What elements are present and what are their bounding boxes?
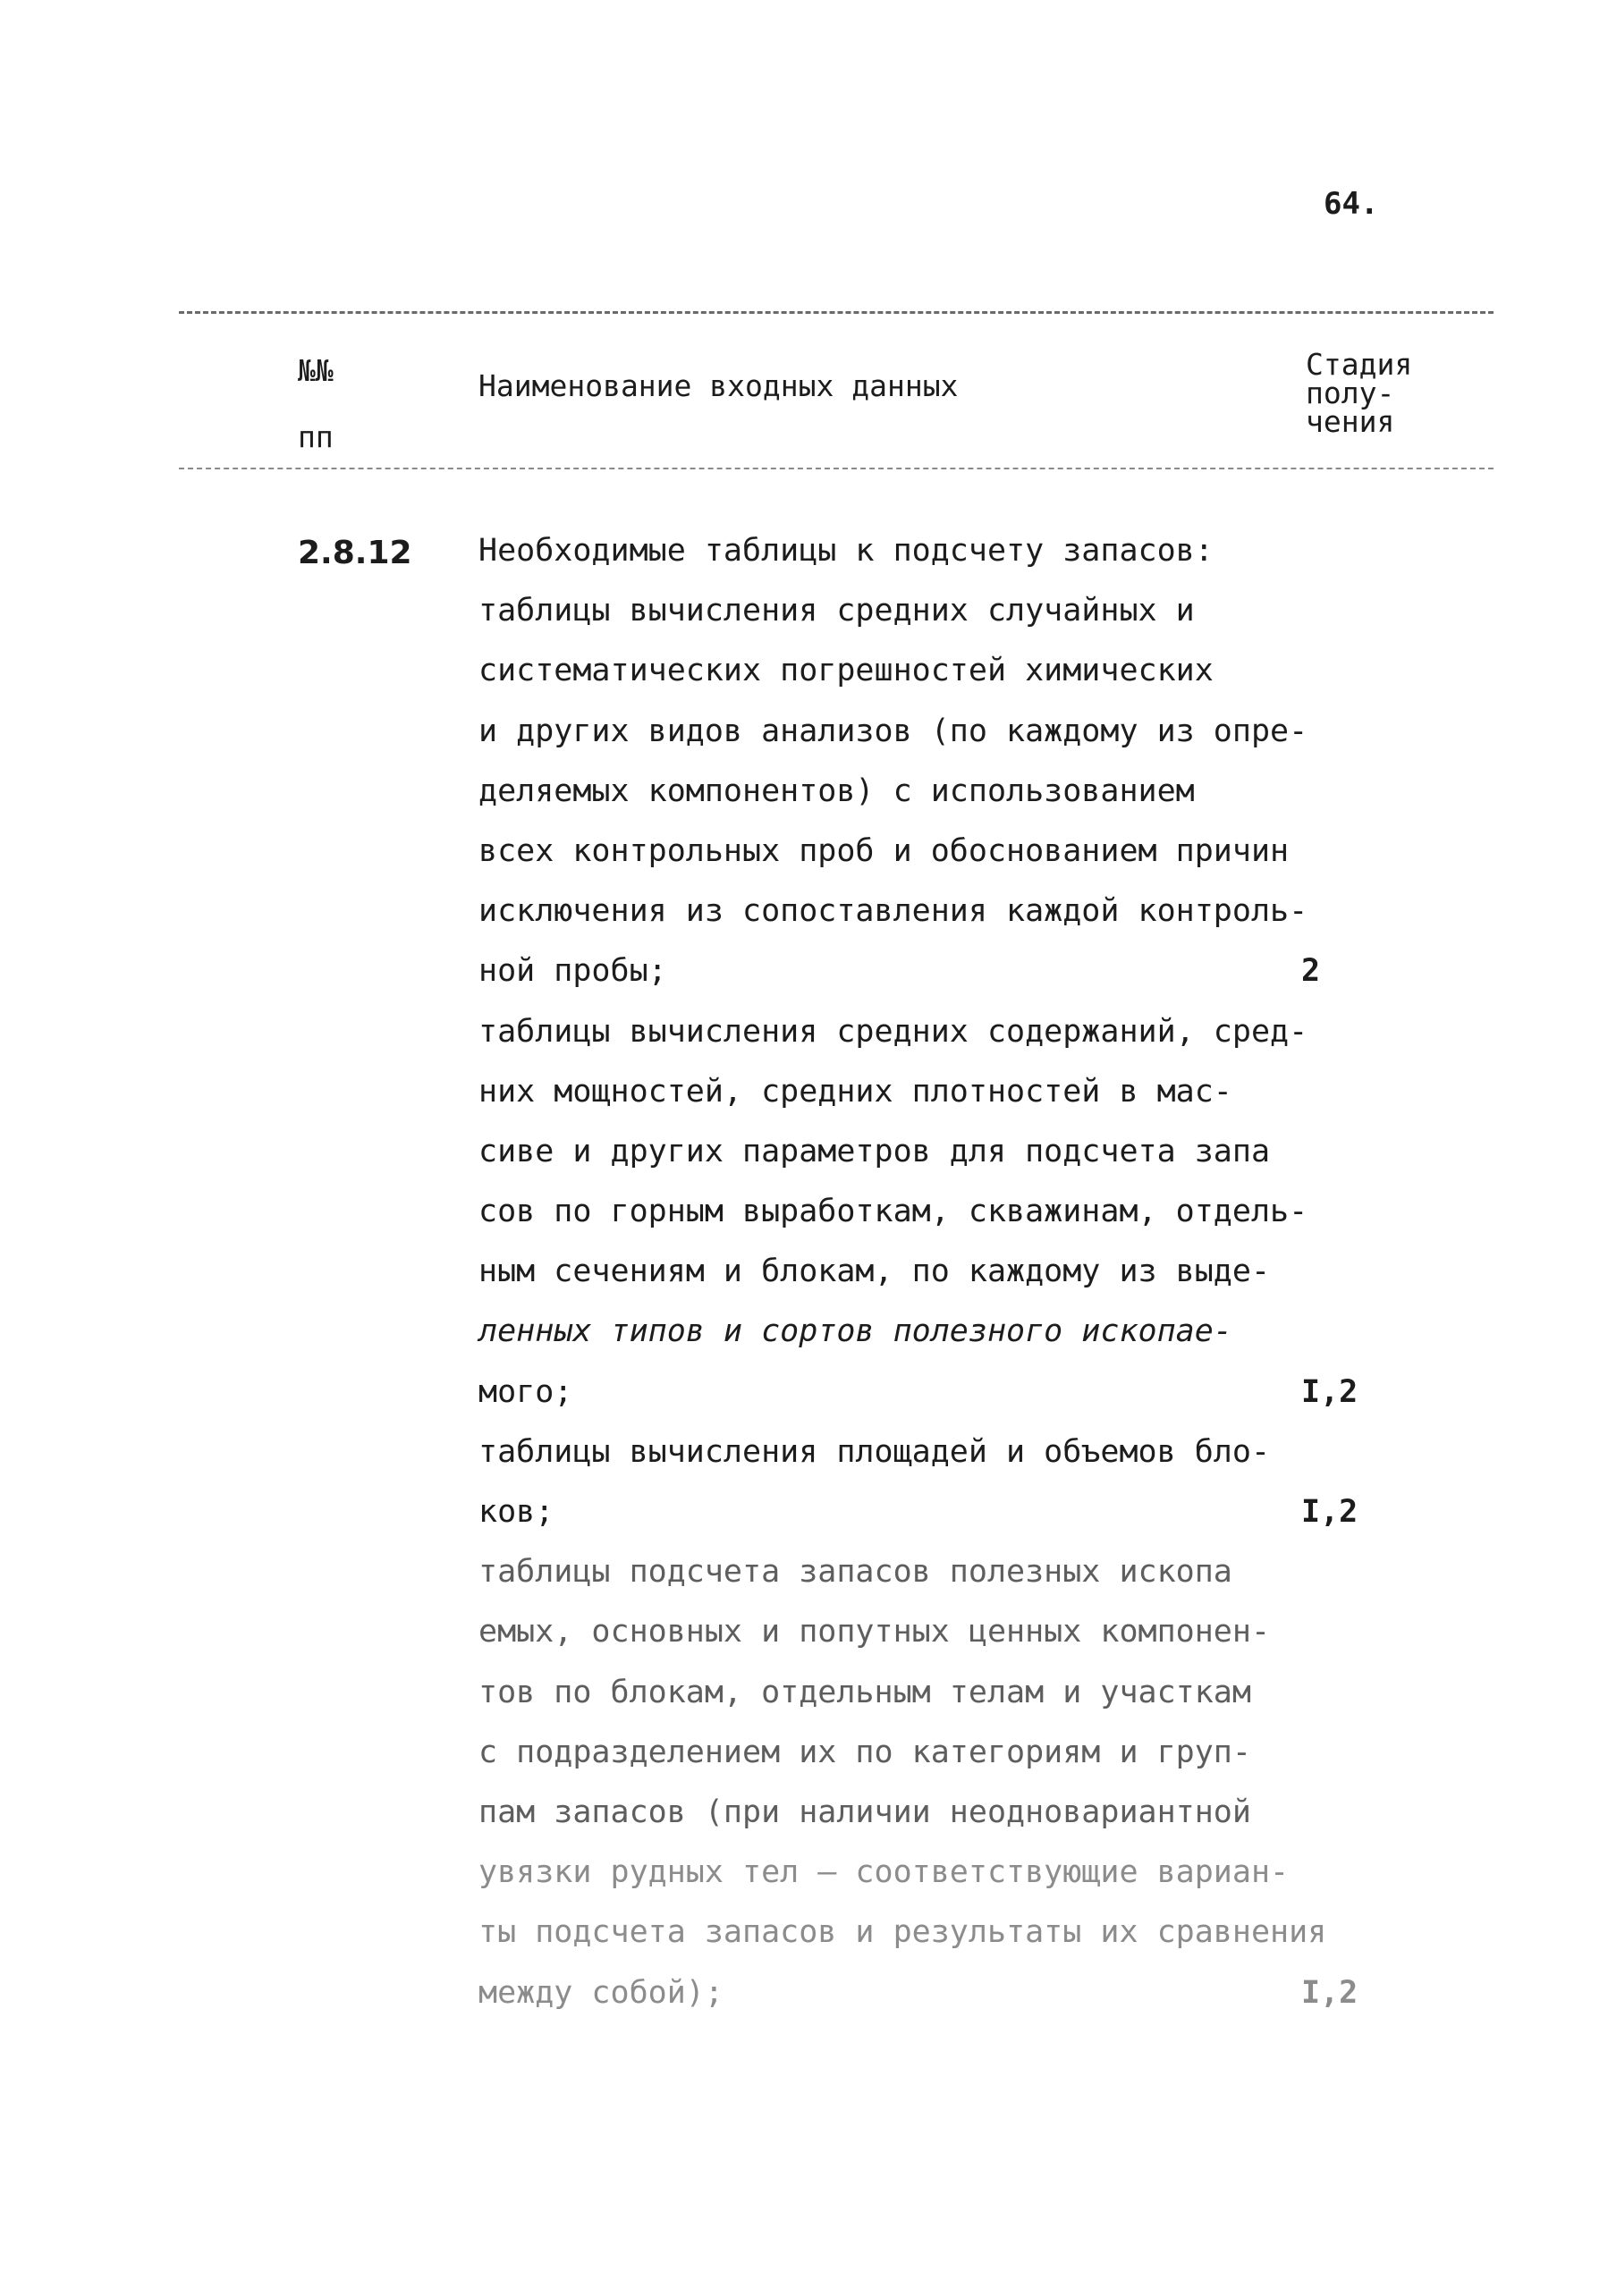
item-number: 2.8.12	[298, 535, 412, 571]
description-line	[478, 1431, 1373, 1490]
line-text: деляемых компонентов) с использованием	[478, 772, 1195, 809]
line-text: них мощностей, средних плотностей в мас-	[478, 1073, 1232, 1110]
line-stage: 2	[1301, 953, 1321, 990]
description-line	[478, 1731, 1373, 1791]
description-line	[478, 710, 1373, 770]
description-line	[478, 529, 1373, 589]
description-line	[478, 770, 1373, 830]
header-bottom-rule	[179, 468, 1494, 469]
line-text: таблицы вычисления средних содержаний, сред-	[478, 1013, 1308, 1050]
header-number-line-1: №№	[298, 353, 334, 388]
line-text: тов по блокам, отдельным телам и участкам	[478, 1674, 1251, 1710]
description-line	[478, 1610, 1373, 1670]
line-text: исключения из сопоставления каждой контроль-	[478, 893, 1308, 930]
line-text: Необходимые таблицы к подсчету запасов:	[478, 533, 1214, 569]
line-text: между собой);	[478, 1974, 724, 2011]
line-text: ленных типов и сортов полезного ископае-	[478, 1313, 1232, 1350]
description-line	[478, 1310, 1373, 1370]
line-stage: I,2	[1301, 1974, 1358, 2011]
line-text: мого;	[478, 1373, 573, 1410]
header-number-line-2: пп	[298, 419, 334, 454]
description-line	[478, 950, 1373, 1009]
header-top-rule	[179, 311, 1494, 314]
description-line	[478, 649, 1373, 709]
description-line	[478, 1791, 1373, 1851]
description-line	[478, 1911, 1373, 1971]
line-text: ной пробы;	[478, 953, 667, 990]
description-line	[478, 1550, 1373, 1610]
line-text: пам запасов (при наличии неодновариантной	[478, 1794, 1251, 1830]
description-line	[478, 1070, 1373, 1130]
page-number: 64.	[1324, 186, 1379, 222]
header-number-column	[298, 338, 334, 470]
description-line	[478, 589, 1373, 649]
description-line	[478, 1971, 1373, 2031]
description-line	[478, 1130, 1373, 1190]
description-line	[478, 1010, 1373, 1070]
description-line	[478, 1851, 1373, 1911]
header-stage-line-2: полу-	[1306, 376, 1395, 410]
header-stage-line-3: чения	[1306, 404, 1395, 439]
line-text: ным сечениям и блокам, по каждому из выде-	[478, 1254, 1271, 1290]
item-description	[478, 529, 1373, 2031]
line-text: и других видов анализов (по каждому из опре-	[478, 713, 1308, 749]
description-line	[478, 1490, 1373, 1550]
description-line	[478, 830, 1373, 890]
header-stage-line-1: Стадия	[1306, 347, 1413, 382]
line-text: всех контрольных проб и обоснованием причин	[478, 832, 1290, 869]
line-text: сов по горным выработкам, скважинам, отдель-	[478, 1194, 1308, 1230]
line-text: таблицы вычисления средних случайных и	[478, 593, 1195, 629]
line-text: систематических погрешностей химических	[478, 653, 1214, 689]
line-stage: I,2	[1301, 1373, 1358, 1410]
line-stage: I,2	[1301, 1494, 1358, 1530]
header-stage-column	[1306, 347, 1413, 439]
description-line	[478, 1371, 1373, 1431]
line-text: емых, основных и попутных ценных компонен-	[478, 1614, 1271, 1650]
line-text: сиве и других параметров для подсчета запа	[478, 1133, 1271, 1169]
line-text: таблицы вычисления площадей и объемов бло-	[478, 1433, 1271, 1470]
description-line	[478, 1671, 1373, 1731]
line-text: таблицы подсчета запасов полезных ископа	[478, 1554, 1232, 1591]
line-text: увязки рудных тел – соответствующие вариан-	[478, 1854, 1290, 1891]
description-line	[478, 890, 1373, 950]
line-text: ты подсчета запасов и результаты их сравнения	[478, 1914, 1327, 1951]
line-text: с подразделением их по категориям и груп-	[478, 1734, 1251, 1770]
description-line	[478, 1190, 1373, 1250]
header-name-column: Наименование входных данных	[478, 368, 959, 403]
line-text: ков;	[478, 1494, 554, 1530]
description-line	[478, 1250, 1373, 1310]
